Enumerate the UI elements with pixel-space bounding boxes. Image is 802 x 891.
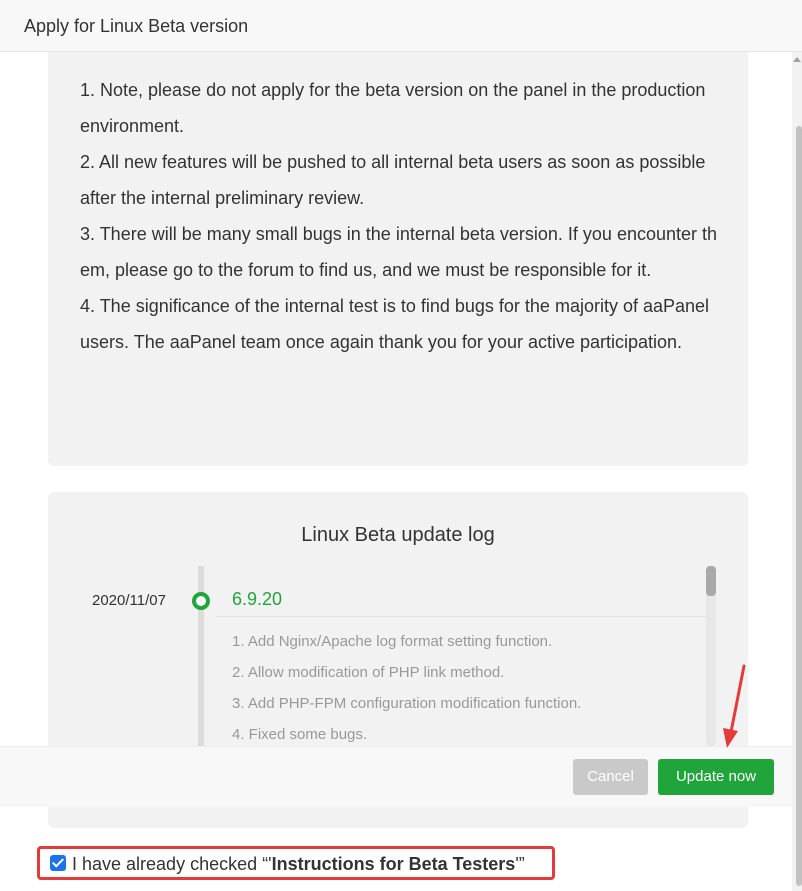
log-item: 2. Allow modification of PHP link method. bbox=[232, 664, 505, 681]
beta-instructions-link[interactable]: Instructions for Beta Testers bbox=[271, 854, 516, 874]
dialog-footer bbox=[0, 746, 792, 807]
cancel-button[interactable]: Cancel bbox=[573, 759, 648, 795]
update-now-button[interactable]: Update now bbox=[658, 759, 774, 795]
beta-note-4: 4. The significance of the internal test is to find bugs for the majority of aaPanel users. The aaPanel team once again thank you for your active participation. bbox=[80, 296, 710, 352]
log-entry-date: 2020/11/07 bbox=[92, 592, 166, 609]
agreement-label bbox=[72, 854, 525, 875]
dialog-header bbox=[0, 0, 802, 52]
log-scrollbar-track[interactable] bbox=[706, 566, 716, 746]
beta-note-2: 2. All new features will be pushed to all internal beta users as soon as possible after the internal preliminary review. bbox=[80, 152, 706, 208]
close-area[interactable] bbox=[762, 0, 802, 40]
scroll-up-arrow-icon[interactable] bbox=[792, 52, 802, 66]
log-item: 4. Fixed some bugs. bbox=[232, 726, 368, 743]
beta-note-3: 3. There will be many small bugs in the internal beta version. If you encounter them, please go to the forum to find us, and we must be responsible for it. bbox=[80, 224, 718, 280]
beta-note-1: 1. Note, please do not apply for the beta version on the panel in the production environment. bbox=[80, 80, 706, 136]
log-scrollbar-thumb[interactable] bbox=[706, 566, 716, 596]
agreement-prefix: I have already checked bbox=[72, 854, 258, 874]
log-item: 1. Add Nginx/Apache log format setting function. bbox=[232, 633, 553, 650]
update-log-title: Linux Beta update log bbox=[301, 524, 495, 546]
agreement-checkbox[interactable] bbox=[50, 855, 66, 871]
log-item: 3. Add PHP-FPM configuration modification function. bbox=[232, 695, 582, 712]
open-quote: “' bbox=[262, 854, 272, 874]
close-quote: '” bbox=[515, 854, 525, 874]
beta-notes-panel bbox=[48, 52, 748, 466]
dialog-title: Apply for Linux Beta version bbox=[24, 16, 249, 36]
dialog-scrollbar-thumb[interactable] bbox=[796, 126, 802, 886]
log-divider bbox=[216, 616, 706, 617]
log-entry-items bbox=[232, 626, 581, 750]
agreement-highlight-box bbox=[37, 846, 555, 880]
beta-notes-text bbox=[80, 72, 720, 360]
timeline-dot-icon bbox=[192, 592, 210, 610]
log-entry-version: 6.9.20 bbox=[232, 589, 283, 609]
